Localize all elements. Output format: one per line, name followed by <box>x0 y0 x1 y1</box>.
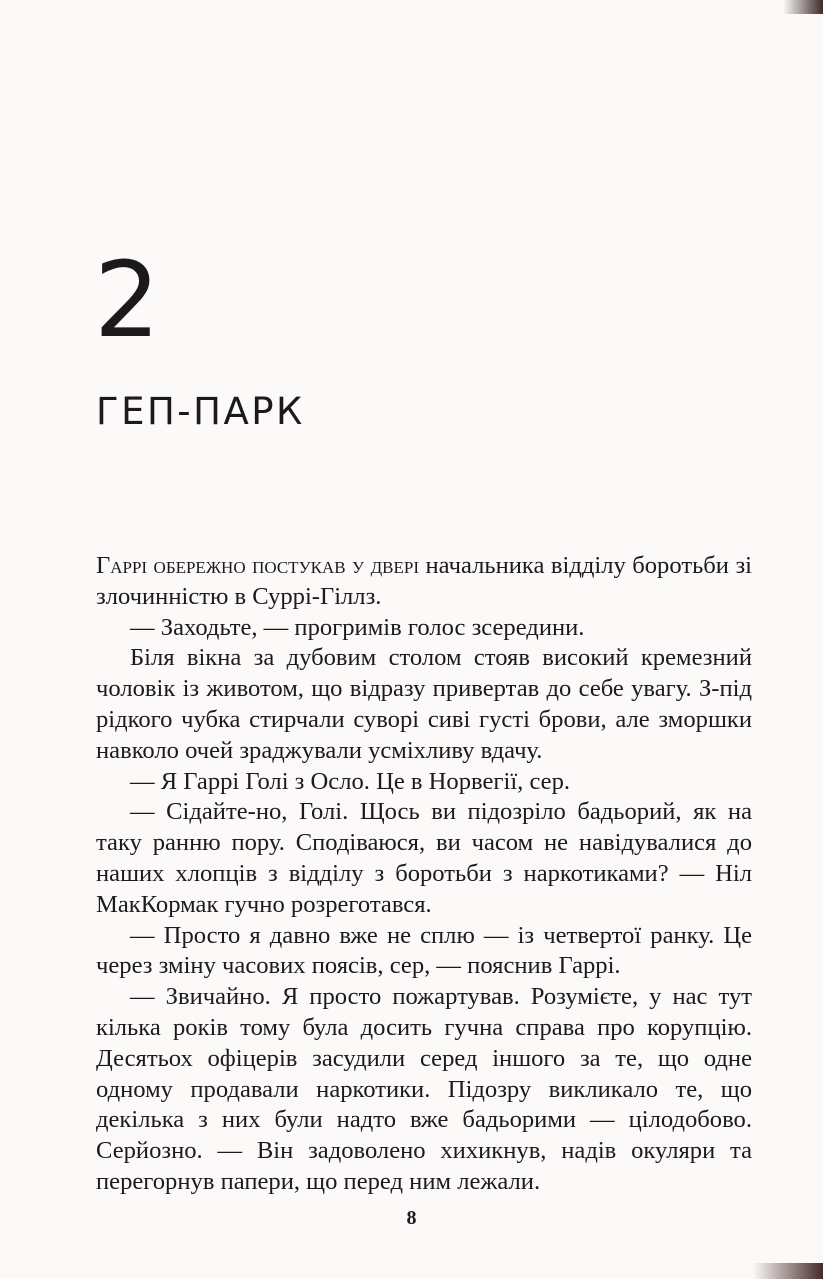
paragraph: Біля вікна за дубовим столом стояв високий кремезний чоловік із животом, що відразу привертав до себе увагу. З-під рідкого чубка стирчали суворі сиві густі брови, але зморшки навколо очей зраджували усміхливу вдачу. <box>96 644 752 764</box>
body-text <box>96 551 752 1198</box>
page-edge-shadow <box>783 0 823 14</box>
page-number: 8 <box>406 1207 417 1229</box>
paragraph: — Сідайте-но, Голі. Щось ви підозріло бадьорий, як на таку ранню пору. Сподіваюся, ви часом не навідувалися до наших хлопців з відділу з боротьби з наркотиками? — Ніл МакКормак гучно розреготався. <box>96 798 752 918</box>
paragraph: — Просто я давно вже не сплю — із четвертої ранку. Це через зміну часових поясів, сер, — пояснив Гаррі. <box>96 921 752 980</box>
page-edge-shadow <box>753 1263 823 1279</box>
paragraph: — Я Гаррі Голі з Осло. Це в Норвегії, сер. <box>130 767 571 795</box>
paragraph <box>96 551 752 613</box>
chapter-number: 2 <box>94 239 161 361</box>
paragraph-rest: начальника відділу боротьби зі злочинністю в Суррі-Гіллз. <box>96 552 752 610</box>
chapter-title: ГЕП-ПАРК <box>96 390 305 433</box>
opening-small-caps: Гаррі обережно постукав у двері <box>96 552 420 579</box>
paragraph: — Звичайно. Я просто пожартував. Розумієте, у нас тут кілька років тому була досить гучна справа про корупцію. Десятьох офіцерів засудили серед іншого за те, що одне одному продавали наркотики. Підозру викликало те, що декілька з них були надто вже бадьорими — цілодобово. Серйозно. — Він задоволено хихикнув, надів окуляри та перегорнув папери, що перед ним лежали. <box>96 983 752 1195</box>
paragraph: — Заходьте, — прогримів голос зсередини. <box>130 613 585 641</box>
